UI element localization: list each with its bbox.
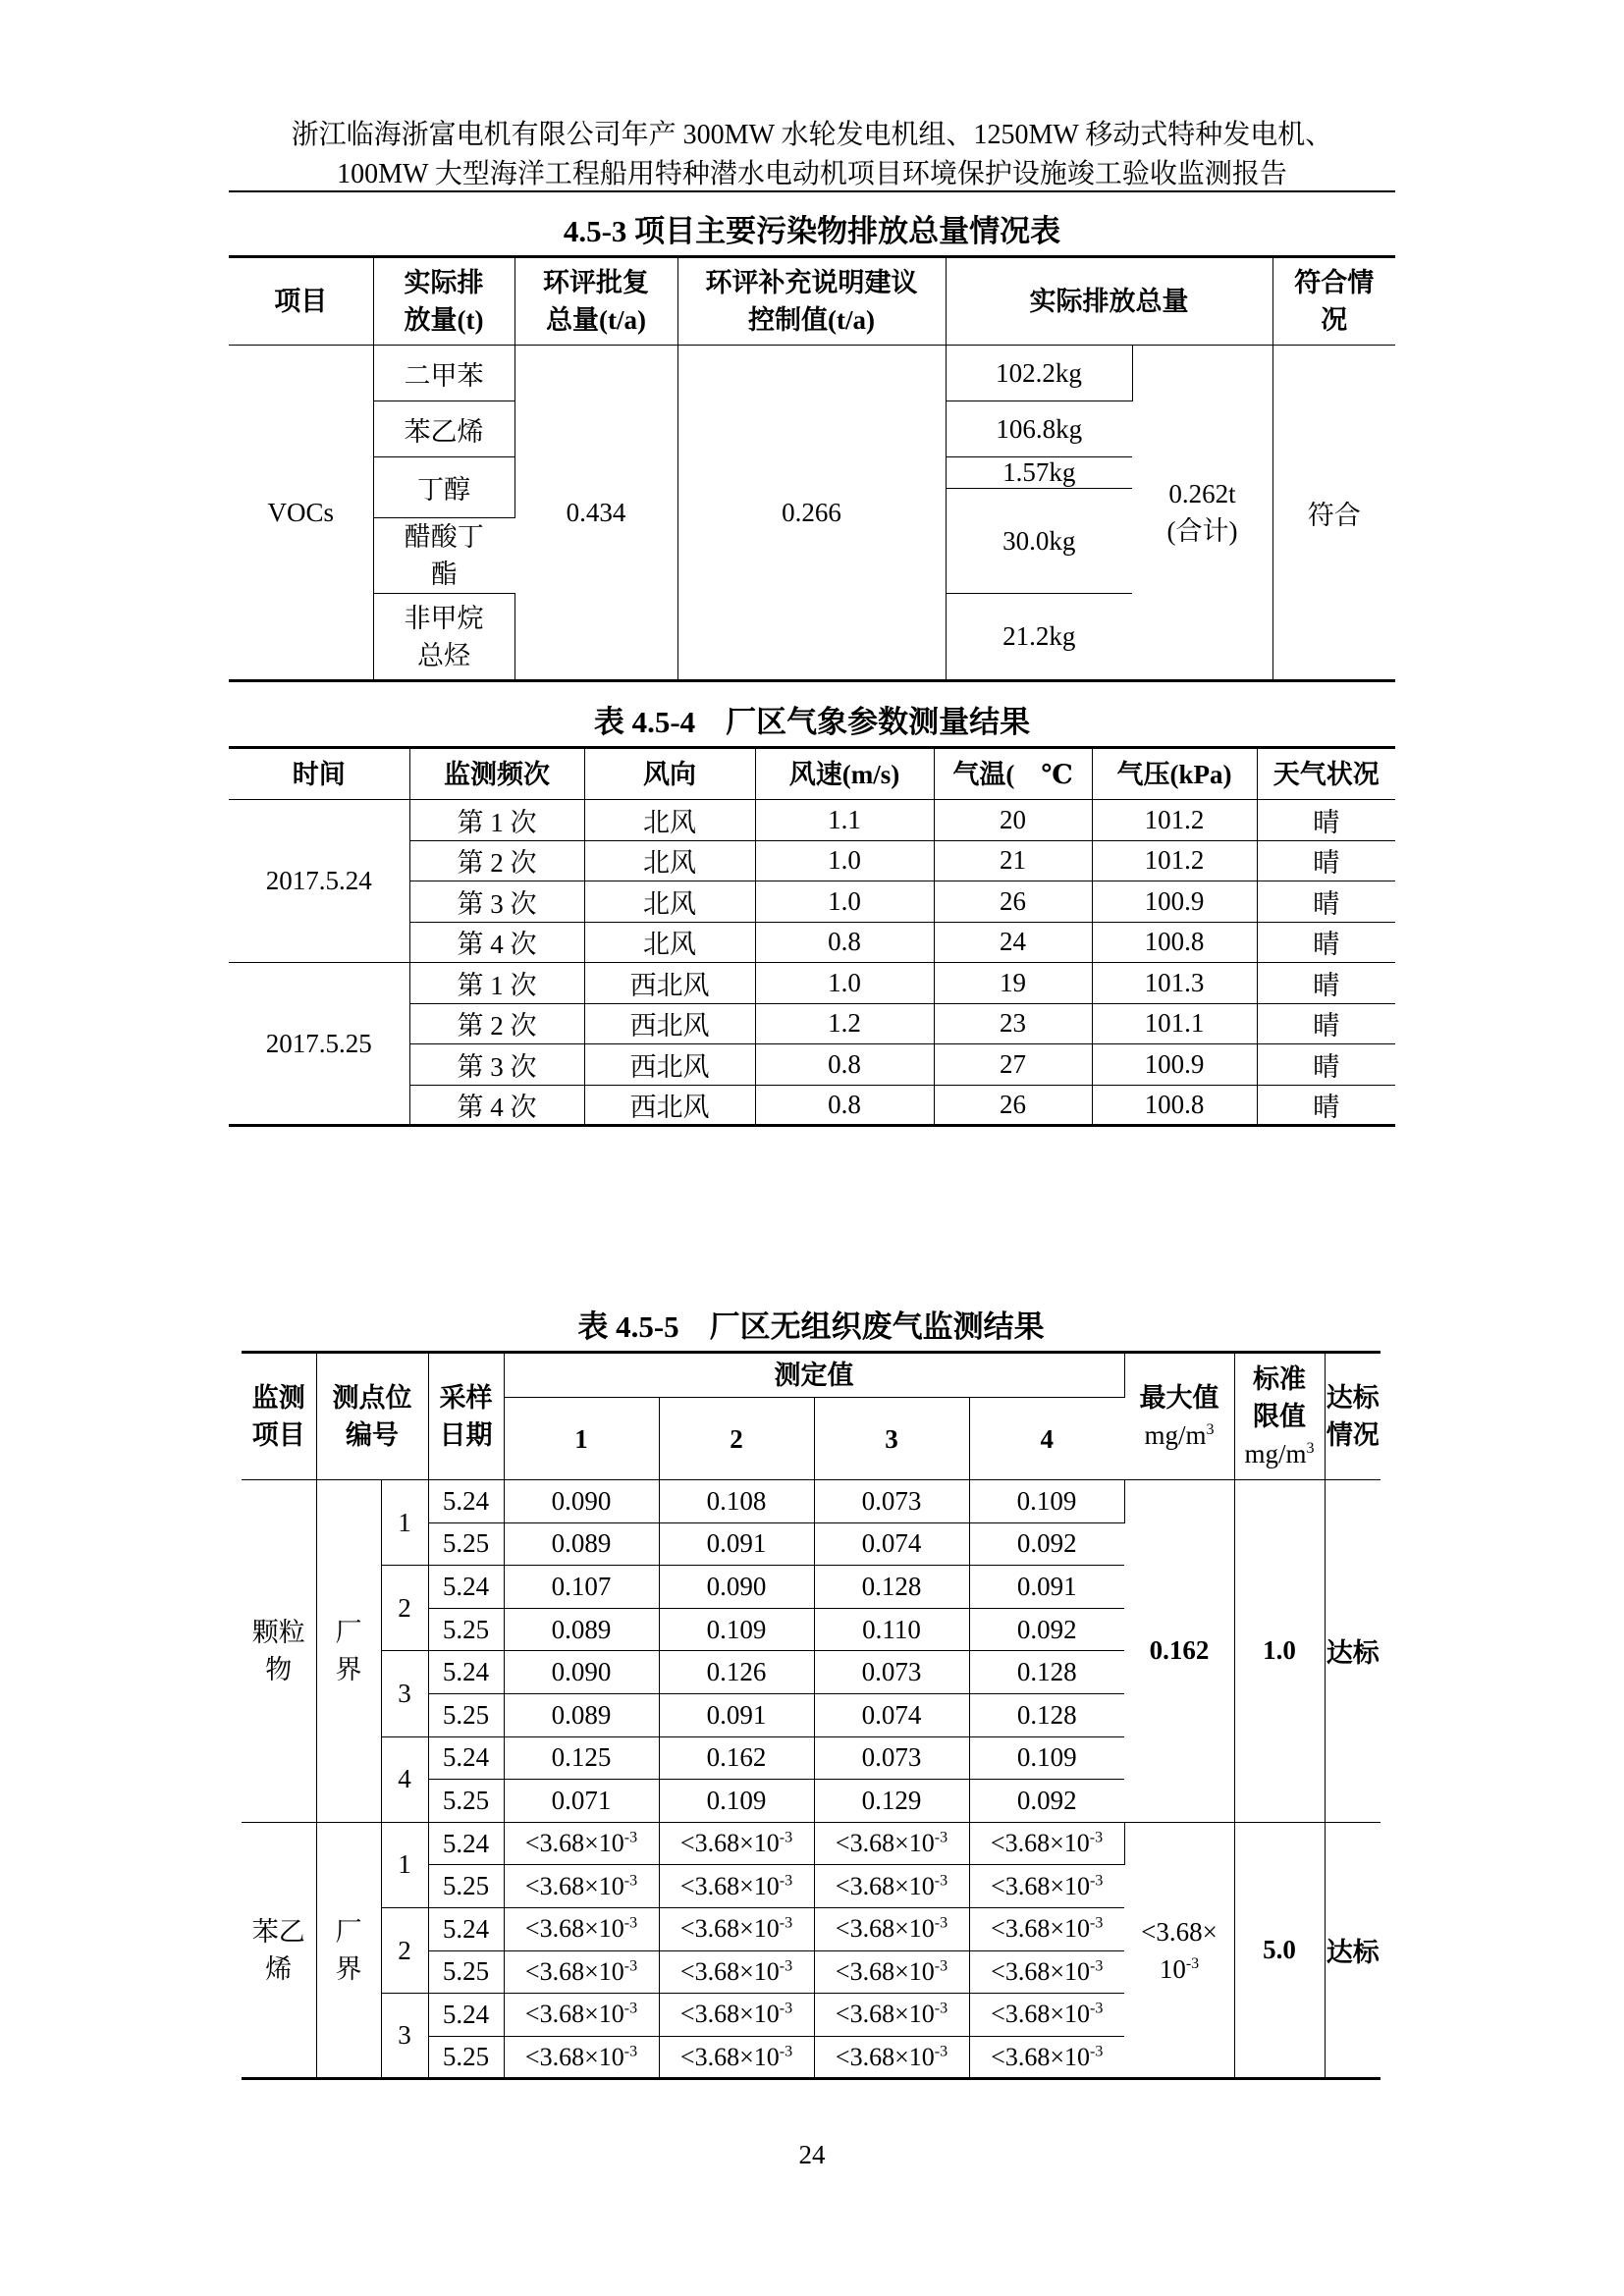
- cell-454: 23: [934, 1003, 1092, 1044]
- cell-454: 北风: [584, 922, 755, 963]
- cell-value: 0.109: [659, 1608, 814, 1651]
- cell-454: 第 3 次: [409, 881, 584, 923]
- cell-454: 1.2: [755, 1003, 934, 1044]
- cell-value: 0.074: [814, 1693, 969, 1736]
- cell-value: 0.073: [814, 1736, 969, 1780]
- cell-454: 晴: [1257, 963, 1395, 1004]
- cell-max: <3.68× $10^{-3}$: [1124, 1822, 1234, 2079]
- cell-item: 苯乙 烯: [242, 1822, 316, 2079]
- cell-454: 北风: [584, 840, 755, 881]
- cell-454: 1.0: [755, 881, 934, 923]
- header-rule: [229, 190, 1395, 192]
- cell-454: 西北风: [584, 1085, 755, 1126]
- cell-454: 第 4 次: [409, 922, 584, 963]
- table-row: [229, 963, 1395, 1004]
- table-453-header-row: [229, 257, 1395, 346]
- cell-value: 0.109: [969, 1480, 1124, 1523]
- cell-sample-date: 5.24: [428, 1822, 504, 1865]
- th-approved: 环评批复 总量(t/a): [514, 257, 677, 346]
- cell-value: $<3.68\times 10^{-3}$: [504, 1822, 659, 1865]
- table-454: [229, 746, 1395, 1127]
- cell-454: 19: [934, 963, 1092, 1004]
- cell-value: $<3.68\times 10^{-3}$: [969, 2036, 1124, 2079]
- th-conform: 符合情 况: [1272, 257, 1395, 346]
- table-455-caption: 表 4.5-5 厂区无组织废气监测结果: [577, 1309, 1045, 1344]
- cell-sample-date: 5.25: [428, 2036, 504, 2079]
- cell-approved: 0.434: [514, 346, 677, 681]
- cell-value: $<3.68\times 10^{-3}$: [969, 1822, 1124, 1865]
- cell-sample-date: 5.24: [428, 1736, 504, 1780]
- th-454-2: 风向: [584, 748, 755, 800]
- table-455: [242, 1351, 1380, 2080]
- cell-item: VOCs: [229, 346, 373, 681]
- cell-substance: 丁醇: [373, 457, 514, 518]
- cell-value: 0.110: [814, 1608, 969, 1651]
- cell-value: 0.109: [659, 1780, 814, 1823]
- cell-sample-date: 5.25: [428, 1522, 504, 1566]
- cell-sample-date: 5.24: [428, 1480, 504, 1523]
- cell-date: 2017.5.25: [229, 963, 409, 1126]
- cell-point-id: 2: [381, 1907, 428, 1993]
- cell-454: 晴: [1257, 800, 1395, 841]
- cell-454: 100.8: [1092, 1085, 1257, 1126]
- cell-454: 晴: [1257, 922, 1395, 963]
- cell-value: $<3.68\times 10^{-3}$: [659, 1865, 814, 1908]
- cell-454: 1.0: [755, 963, 934, 1004]
- cell-amount: 1.57kg: [946, 457, 1132, 489]
- cell-value: 0.125: [504, 1736, 659, 1780]
- cell-value: 0.092: [969, 1522, 1124, 1566]
- th-total: 实际排放总量: [946, 257, 1272, 346]
- cell-454: 101.2: [1092, 840, 1257, 881]
- cell-value: 0.091: [969, 1566, 1124, 1609]
- cell-sample-date: 5.25: [428, 1780, 504, 1823]
- cell-value: 0.107: [504, 1566, 659, 1609]
- th-col-4: 4: [969, 1398, 1124, 1480]
- cell-454: 100.9: [1092, 1044, 1257, 1086]
- cell-454: 24: [934, 922, 1092, 963]
- cell-454: 第 2 次: [409, 1003, 584, 1044]
- cell-value: $<3.68\times 10^{-3}$: [969, 1994, 1124, 2037]
- cell-value: $<3.68\times 10^{-3}$: [814, 1907, 969, 1950]
- cell-substance: 苯乙烯: [373, 401, 514, 457]
- cell-value: 0.089: [504, 1693, 659, 1736]
- cell-amount: 21.2kg: [946, 594, 1132, 681]
- table-454-caption: 表 4.5-4 厂区气象参数测量结果: [593, 705, 1031, 739]
- cell-value: $<3.68\times 10^{-3}$: [814, 1822, 969, 1865]
- cell-suggest: 0.266: [677, 346, 946, 681]
- table-454-header-row: [229, 748, 1395, 800]
- cell-substance: 醋酸丁 酯: [373, 518, 514, 594]
- cell-point-id: 4: [381, 1736, 428, 1822]
- cell-454: 1.1: [755, 800, 934, 841]
- cell-454: 0.8: [755, 1085, 934, 1126]
- cell-value: 0.089: [504, 1522, 659, 1566]
- cell-454: 北风: [584, 881, 755, 923]
- th-454-5: 气压(kPa): [1092, 748, 1257, 800]
- cell-454: 晴: [1257, 1003, 1395, 1044]
- cell-454: 第 3 次: [409, 1044, 584, 1086]
- cell-value: 0.162: [659, 1736, 814, 1780]
- cell-454: 101.1: [1092, 1003, 1257, 1044]
- table-453-caption: 4.5-3 项目主要污染物排放总量情况表: [563, 214, 1061, 248]
- cell-value: $<3.68\times 10^{-3}$: [814, 2036, 969, 2079]
- cell-point-id: 1: [381, 1480, 428, 1566]
- cell-amount: 106.8kg: [946, 401, 1132, 457]
- th-col-1: 1: [504, 1398, 659, 1480]
- cell-point-id: 1: [381, 1822, 428, 1907]
- cell-value: 0.090: [504, 1480, 659, 1523]
- cell-value: 0.108: [659, 1480, 814, 1523]
- header-line-2: 100MW 大型海洋工程船用特种潜水电动机项目环境保护设施竣工验收监测报告: [337, 159, 1287, 189]
- cell-value: $<3.68\times 10^{-3}$: [504, 1950, 659, 1994]
- page-number: 24: [798, 2140, 826, 2169]
- cell-value: 0.091: [659, 1693, 814, 1736]
- cell-454: 26: [934, 1085, 1092, 1126]
- th-actual: 实际排 放量(t): [373, 257, 514, 346]
- cell-454: 西北风: [584, 1044, 755, 1086]
- cell-item: 颗粒 物: [242, 1480, 316, 1823]
- cell-point-id: 3: [381, 1651, 428, 1736]
- cell-454: 第 1 次: [409, 800, 584, 841]
- page-header: [226, 116, 1398, 194]
- cell-454: 21: [934, 840, 1092, 881]
- header-line-1: 浙江临海浙富电机有限公司年产 300MW 水轮发电机组、1250MW 移动式特种发电机、: [291, 120, 1333, 150]
- th-454-1: 监测频次: [409, 748, 584, 800]
- cell-value: $<3.68\times 10^{-3}$: [659, 1907, 814, 1950]
- th-col-2: 2: [659, 1398, 814, 1480]
- cell-result: 达标: [1325, 1480, 1380, 1823]
- cell-value: $<3.68\times 10^{-3}$: [659, 2036, 814, 2079]
- cell-value: 0.090: [504, 1651, 659, 1694]
- cell-454: 101.2: [1092, 800, 1257, 841]
- cell-454: 西北风: [584, 1003, 755, 1044]
- th-result: 达标 情况: [1325, 1353, 1380, 1480]
- cell-value: 0.128: [969, 1693, 1124, 1736]
- cell-point-id: 3: [381, 1994, 428, 2079]
- cell-value: 0.126: [659, 1651, 814, 1694]
- cell-value: 0.092: [969, 1780, 1124, 1823]
- cell-value: $<3.68\times 10^{-3}$: [659, 1822, 814, 1865]
- cell-454: 第 1 次: [409, 963, 584, 1004]
- cell-value: 0.074: [814, 1522, 969, 1566]
- th-std: 标准 限值 $mg/m^3$: [1234, 1353, 1325, 1480]
- cell-454: 晴: [1257, 840, 1395, 881]
- cell-454: 晴: [1257, 881, 1395, 923]
- cell-result: 达标: [1325, 1822, 1380, 2079]
- cell-value: $<3.68\times 10^{-3}$: [814, 1950, 969, 1994]
- cell-value: $<3.68\times 10^{-3}$: [504, 1994, 659, 2037]
- cell-454: 27: [934, 1044, 1092, 1086]
- cell-value: $<3.68\times 10^{-3}$: [504, 2036, 659, 2079]
- th-suggest: 环评补充说明建议 控制值(t/a): [677, 257, 946, 346]
- cell-454: 西北风: [584, 963, 755, 1004]
- cell-max: 0.162: [1124, 1480, 1234, 1823]
- cell-value: 0.128: [969, 1651, 1124, 1694]
- table-row: [242, 1822, 1380, 1865]
- th-date: 采样 日期: [428, 1353, 504, 1480]
- cell-454: 晴: [1257, 1044, 1395, 1086]
- cell-value: $<3.68\times 10^{-3}$: [969, 1865, 1124, 1908]
- cell-area: 厂 界: [316, 1822, 381, 2079]
- cell-value: 0.071: [504, 1780, 659, 1823]
- cell-value: 0.128: [814, 1566, 969, 1609]
- cell-454: 0.8: [755, 1044, 934, 1086]
- cell-454: 晴: [1257, 1085, 1395, 1126]
- table-455-header-row: [242, 1353, 1380, 1398]
- cell-value: $<3.68\times 10^{-3}$: [659, 1994, 814, 2037]
- table-453: [229, 255, 1395, 682]
- cell-std: 1.0: [1234, 1480, 1325, 1823]
- cell-454: 101.3: [1092, 963, 1257, 1004]
- cell-value: 0.073: [814, 1480, 969, 1523]
- cell-substance: 二甲苯: [373, 346, 514, 401]
- cell-total: 0.262t (合计): [1132, 346, 1272, 681]
- th-measured: 测定值: [504, 1353, 1124, 1398]
- cell-value: $<3.68\times 10^{-3}$: [814, 1865, 969, 1908]
- table-row: [229, 346, 1395, 401]
- cell-454: 0.8: [755, 922, 934, 963]
- cell-454: 1.0: [755, 840, 934, 881]
- cell-sample-date: 5.24: [428, 1907, 504, 1950]
- cell-454: 100.9: [1092, 881, 1257, 923]
- cell-value: 0.092: [969, 1608, 1124, 1651]
- cell-454: 第 2 次: [409, 840, 584, 881]
- table-row: [229, 800, 1395, 841]
- th-col-3: 3: [814, 1398, 969, 1480]
- cell-value: 0.073: [814, 1651, 969, 1694]
- cell-sample-date: 5.24: [428, 1566, 504, 1609]
- cell-amount: 30.0kg: [946, 489, 1132, 594]
- cell-amount: 102.2kg: [946, 346, 1132, 401]
- cell-value: $<3.68\times 10^{-3}$: [504, 1865, 659, 1908]
- th-454-6: 天气状况: [1257, 748, 1395, 800]
- cell-454: 第 4 次: [409, 1085, 584, 1126]
- th-max: 最大值 $mg/m^3$: [1124, 1353, 1234, 1480]
- cell-value: 0.089: [504, 1608, 659, 1651]
- table-row: [242, 1480, 1380, 1523]
- cell-454: 100.8: [1092, 922, 1257, 963]
- cell-area: 厂 界: [316, 1480, 381, 1823]
- cell-value: $<3.68\times 10^{-3}$: [504, 1907, 659, 1950]
- cell-sample-date: 5.25: [428, 1950, 504, 1994]
- cell-value: $<3.68\times 10^{-3}$: [814, 1994, 969, 2037]
- th-item: 项目: [229, 257, 373, 346]
- cell-454: 北风: [584, 800, 755, 841]
- cell-value: $<3.68\times 10^{-3}$: [969, 1907, 1124, 1950]
- th-454-0: 时间: [229, 748, 409, 800]
- cell-conform: 符合: [1272, 346, 1395, 681]
- cell-sample-date: 5.24: [428, 1651, 504, 1694]
- cell-std: 5.0: [1234, 1822, 1325, 2079]
- cell-454: 20: [934, 800, 1092, 841]
- cell-date: 2017.5.24: [229, 800, 409, 963]
- cell-sample-date: 5.25: [428, 1693, 504, 1736]
- cell-value: 0.129: [814, 1780, 969, 1823]
- cell-sample-date: 5.24: [428, 1994, 504, 2037]
- th-454-3: 风速(m/s): [755, 748, 934, 800]
- th-454-4: 气温( ℃: [934, 748, 1092, 800]
- cell-substance: 非甲烷 总烃: [373, 594, 514, 681]
- cell-sample-date: 5.25: [428, 1608, 504, 1651]
- cell-454: 26: [934, 881, 1092, 923]
- cell-value: $<3.68\times 10^{-3}$: [969, 1950, 1124, 1994]
- cell-value: 0.090: [659, 1566, 814, 1609]
- th-item: 监测 项目: [242, 1353, 316, 1480]
- cell-value: $<3.68\times 10^{-3}$: [659, 1950, 814, 1994]
- th-point: 测点位 编号: [316, 1353, 428, 1480]
- cell-value: 0.109: [969, 1736, 1124, 1780]
- cell-value: 0.091: [659, 1522, 814, 1566]
- cell-point-id: 2: [381, 1566, 428, 1651]
- cell-sample-date: 5.25: [428, 1865, 504, 1908]
